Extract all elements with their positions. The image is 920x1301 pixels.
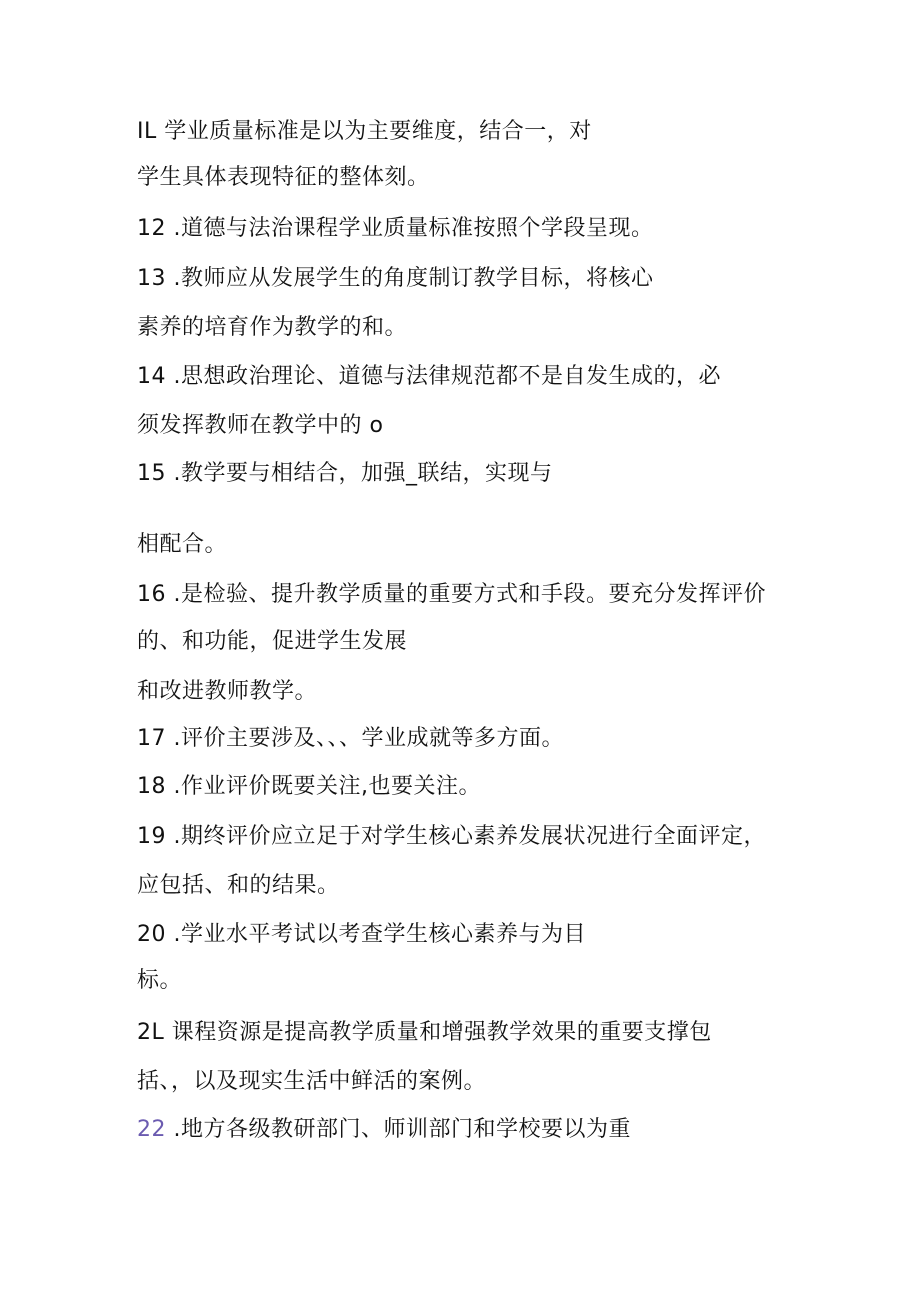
text-line: 须发挥教师在教学中的 o <box>137 413 384 438</box>
text-line: 12 .道德与法治课程学业质量标准按照个学段呈现。 <box>137 216 654 241</box>
text-line: IL 学业质量标准是以为主要维度，结合一，对 <box>137 119 592 144</box>
text-line: 20 .学业水平考试以考查学生核心素养与为目 <box>137 922 586 947</box>
item-text: .地方各级教研部门、师训部门和学校要以为重 <box>166 1117 631 1142</box>
text-line: 和改进教师教学。 <box>137 679 318 704</box>
text-line: 16 .是检验、提升教学质量的重要方式和手段。要充分发挥评价 <box>137 582 766 607</box>
text-line: 相配合。 <box>137 532 228 557</box>
text-line: 14 .思想政治理论、道德与法律规范都不是自发生成的，必 <box>137 364 721 389</box>
text-line: 素养的培育作为教学的和。 <box>137 315 408 340</box>
text-line: 标。 <box>137 968 183 993</box>
text-line: 应包括、和的结果。 <box>137 873 340 898</box>
text-line: 的、和功能，促进学生发展 <box>137 629 408 654</box>
text-line: 18 .作业评价既要关注,也要关注。 <box>137 774 481 799</box>
item-number: 22 <box>137 1117 166 1142</box>
text-line <box>137 1115 631 1145</box>
text-line: 学生具体表现特征的整体刻。 <box>137 165 430 190</box>
text-line: 2L 课程资源是提高教学质量和增强教学效果的重要支撑包 <box>137 1020 712 1045</box>
text-line: 13 .教师应从发展学生的角度制订教学目标，将核心 <box>137 266 654 291</box>
text-line: 19 .期终评价应立足于对学生核心素养发展状况进行全面评定， <box>137 824 766 849</box>
text-line: 15 .教学要与相结合，加强_联结，实现与 <box>137 461 553 486</box>
text-line: 17 .评价主要涉及、、、学业成就等多方面。 <box>137 726 564 751</box>
text-line: 括、，以及现实生活中鲜活的案例。 <box>137 1069 487 1094</box>
